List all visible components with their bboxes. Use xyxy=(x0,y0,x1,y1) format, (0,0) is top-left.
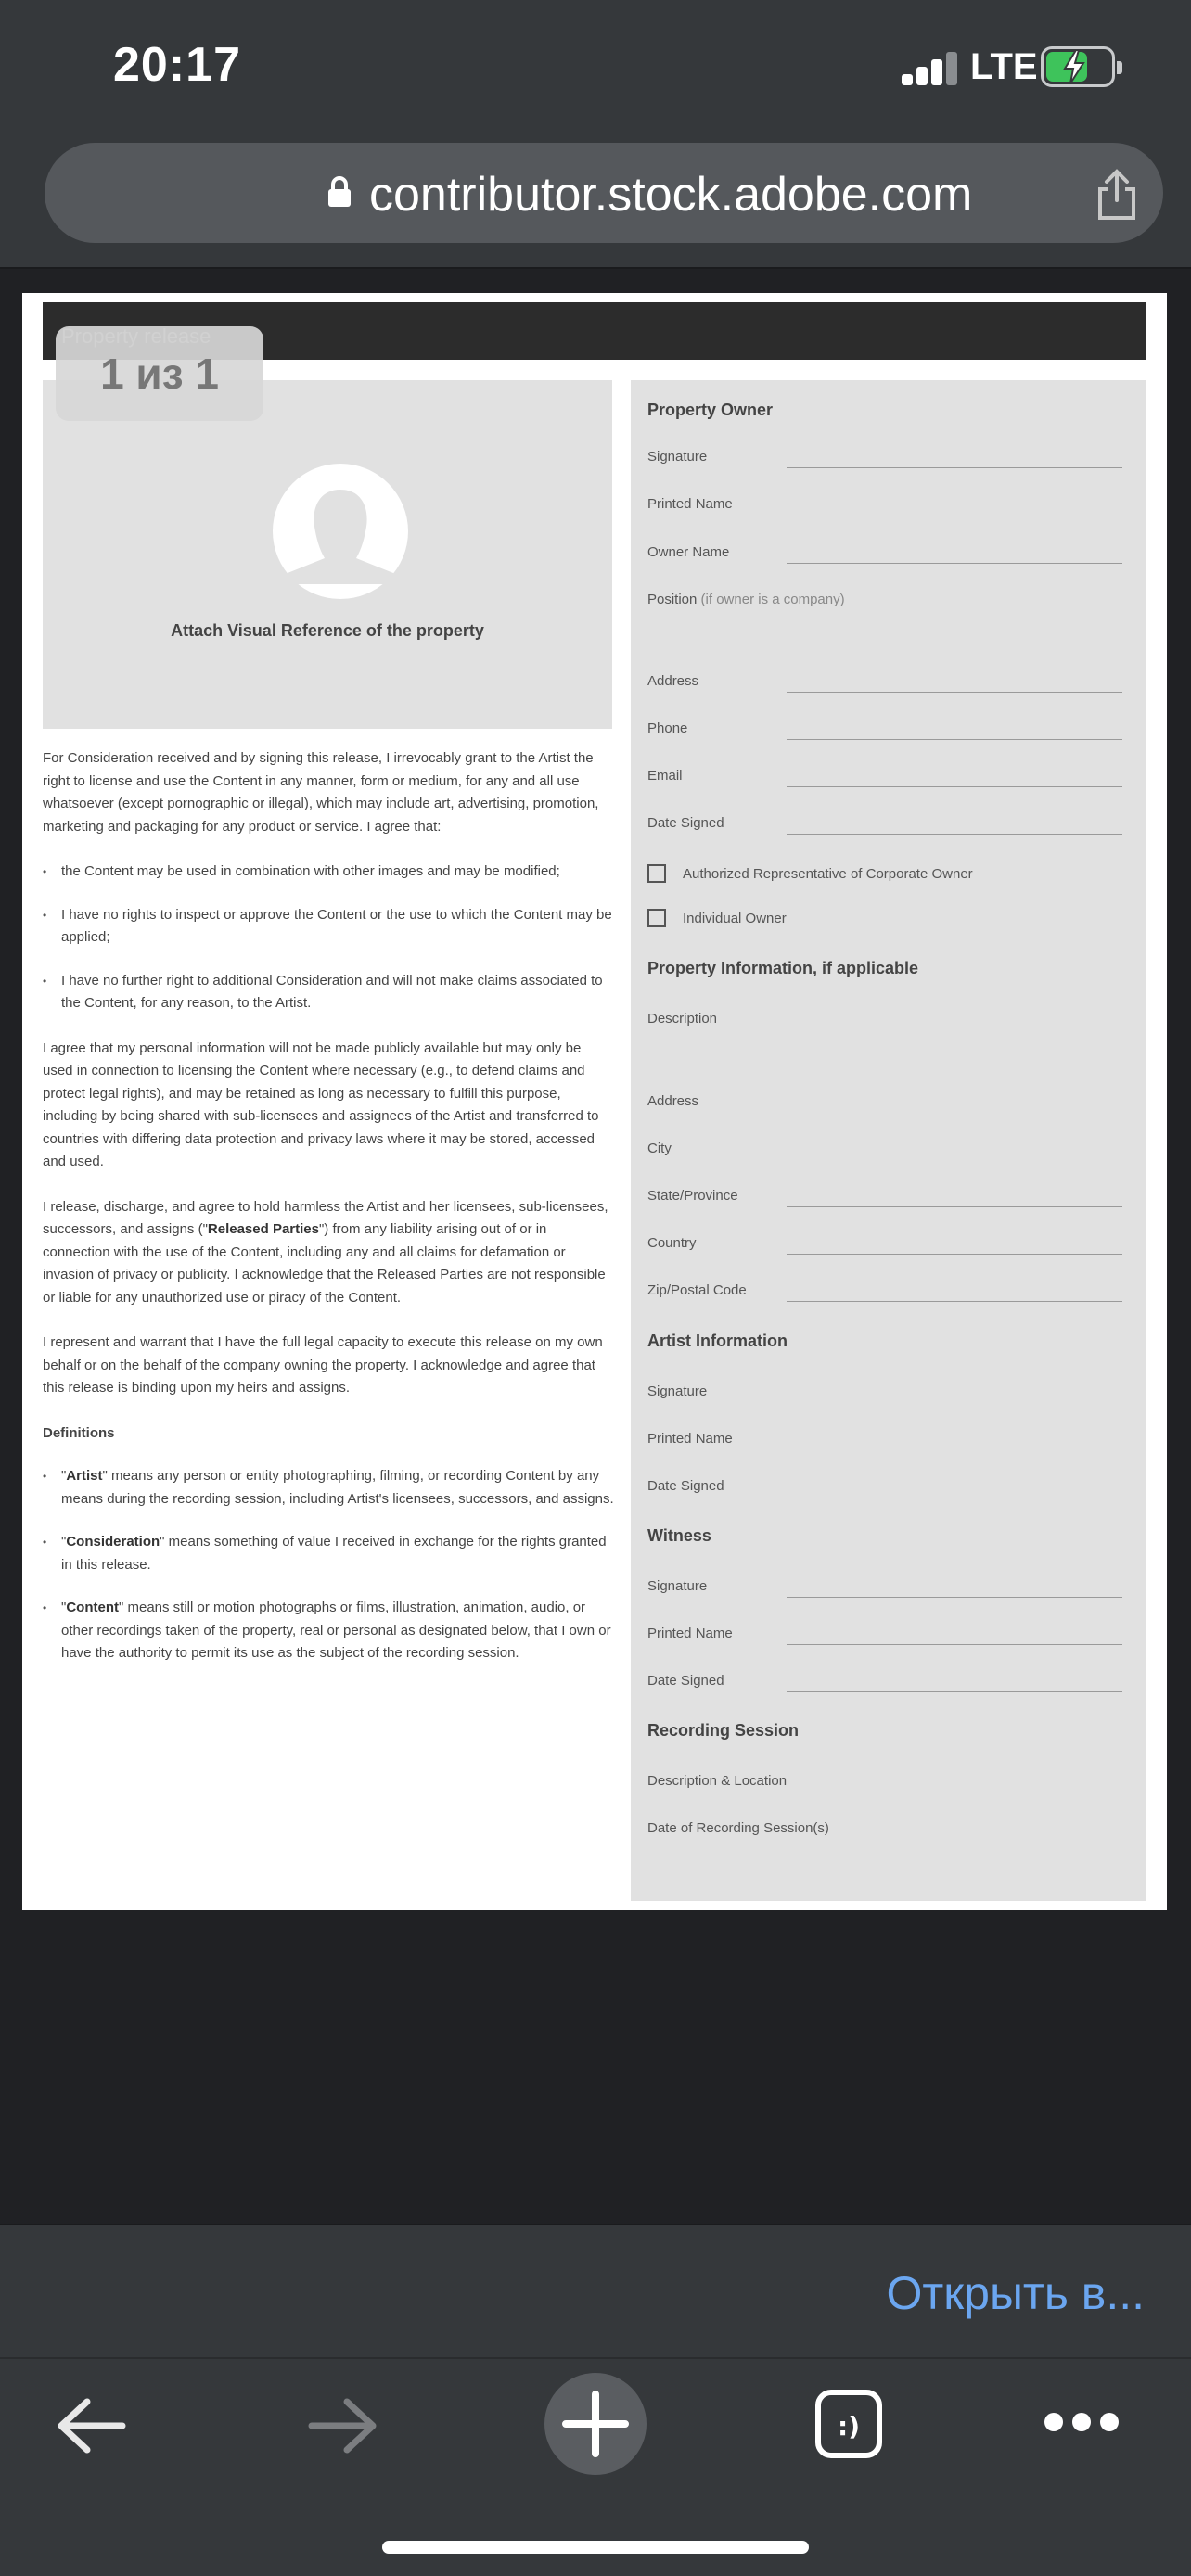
owner-date-signed-label: Date Signed xyxy=(647,815,724,831)
witness-printed-name-field[interactable] xyxy=(787,1644,1122,1645)
authorized-representative-checkbox[interactable] xyxy=(647,864,666,883)
owner-date-signed-field[interactable] xyxy=(787,834,1122,835)
owner-printed-name-label: Printed Name xyxy=(647,496,733,512)
definition-text: " means any person or entity photographing, filming, or recording Content by any means during the recording session, including Artist's licensees, successors, and assigns. xyxy=(61,1468,614,1507)
witness-heading: Witness xyxy=(647,1526,711,1545)
artist-signature-label: Signature xyxy=(647,1384,708,1399)
city-label: City xyxy=(647,1141,672,1156)
cellular-signal-icon xyxy=(902,52,961,85)
list-item: • "Content" means still or motion photographs or films, illustration, animation, audio, or other recordings taken of the property, real or personal as designated below, that I own or have the authority to permit its use as the subject of the recording session. xyxy=(43,1597,614,1665)
new-tab-plus-icon[interactable] xyxy=(544,2372,647,2476)
bold-term: Released Parties xyxy=(207,1221,319,1237)
property-information-heading: Property Information, if applicable xyxy=(647,959,919,977)
artist-printed-name-label: Printed Name xyxy=(647,1431,733,1447)
phone-label: Phone xyxy=(647,721,688,736)
visual-reference-box xyxy=(43,380,612,729)
battery-charging-icon xyxy=(1041,46,1115,87)
position-note: (if owner is a company) xyxy=(700,592,845,607)
owner-name-field[interactable] xyxy=(787,563,1122,564)
position-label-text: Position xyxy=(647,592,698,607)
list-item: • the Content may be used in combination with other images and may be modified; xyxy=(43,861,614,884)
property-owner-heading: Property Owner xyxy=(647,401,774,419)
definition-term: Artist xyxy=(66,1468,103,1484)
witness-printed-name-label: Printed Name xyxy=(647,1626,733,1641)
definition-text: " means something of value I received in exchange for the rights granted in this release. xyxy=(61,1534,607,1573)
list-item: • "Artist" means any person or entity photographing, filming, or recording Content by any means during the recording session, including Artist's licensees, successors, and assigns. xyxy=(43,1465,614,1511)
state-province-field[interactable] xyxy=(787,1206,1122,1207)
forward-arrow-icon[interactable] xyxy=(306,2392,380,2459)
agreement-bullet-list xyxy=(43,861,614,1015)
more-options-icon[interactable] xyxy=(1043,2411,1121,2433)
country-field[interactable] xyxy=(787,1254,1122,1255)
address-bar[interactable] xyxy=(45,143,1163,243)
network-type-label: LTE xyxy=(970,46,1038,87)
paragraph-text: ") from any liability arising out of or in connection with the use of the Content, including any and all claims for defamation or invasion of privacy or publicity. I acknowledge that the Released Parties are not responsible or liable for any unauthorized use or piracy of the Content. xyxy=(43,1221,606,1306)
consideration-paragraph: For Consideration received and by signing this release, I irrevocably grant to the Artist the right to license and use the Content in any manner, form or medium, for any and all use whatsoever (except pornographic or illegal), which may include art, advertising, promotion, marketing and packaging for any product or service. I agree that: xyxy=(43,750,599,835)
open-in-button[interactable]: Открыть в... xyxy=(886,2267,1145,2319)
list-item: • "Consideration" means something of value I received in exchange for the rights granted in this release. xyxy=(43,1531,614,1576)
document-page xyxy=(22,293,1167,1910)
witness-signature-label: Signature xyxy=(647,1578,708,1594)
date-of-recording-label: Date of Recording Session(s) xyxy=(647,1820,829,1836)
email-label: Email xyxy=(647,768,683,784)
description-location-label: Description & Location xyxy=(647,1773,788,1789)
witness-date-signed-field[interactable] xyxy=(787,1691,1122,1692)
artist-information-heading: Artist Information xyxy=(647,1332,788,1350)
zip-postal-code-label: Zip/Postal Code xyxy=(647,1282,747,1298)
witness-signature-field[interactable] xyxy=(787,1597,1122,1598)
release-form-panel xyxy=(631,380,1146,1901)
owner-address-field[interactable] xyxy=(787,692,1122,693)
page-indicator: 1 из 1 xyxy=(56,326,263,421)
url-text: contributor.stock.adobe.com xyxy=(369,168,973,222)
property-address-label: Address xyxy=(647,1093,699,1109)
avatar-placeholder-icon xyxy=(273,464,408,599)
definitions-heading: Definitions xyxy=(43,1424,115,1441)
property-description-label: Description xyxy=(647,1011,718,1027)
owner-signature-label: Signature xyxy=(647,449,708,465)
recording-session-heading: Recording Session xyxy=(647,1721,800,1740)
witness-date-signed-label: Date Signed xyxy=(647,1673,724,1689)
owner-signature-field[interactable] xyxy=(787,467,1122,468)
status-bar xyxy=(0,0,1191,130)
release-paragraph xyxy=(43,1196,614,1310)
svg-text::): :) xyxy=(838,2411,860,2442)
individual-owner-checkbox[interactable] xyxy=(647,909,666,927)
browser-toolbar xyxy=(0,130,1191,269)
authorized-representative-label: Authorized Representative of Corporate Owner xyxy=(683,866,973,882)
owner-name-label: Owner Name xyxy=(647,544,730,560)
clock: 20:17 xyxy=(113,38,241,92)
artist-date-signed-label: Date Signed xyxy=(647,1478,724,1494)
phone-field[interactable] xyxy=(787,739,1122,740)
home-indicator xyxy=(382,2541,809,2554)
warranty-paragraph: I represent and warrant that I have the full legal capacity to execute this release on my own behalf or on the behalf of the company owning the property. I acknowledge and agree that this release is binding upon my heirs and assigns. xyxy=(43,1334,603,1396)
email-field[interactable] xyxy=(787,786,1122,787)
country-label: Country xyxy=(647,1235,697,1251)
state-province-label: State/Province xyxy=(647,1188,738,1204)
definition-term: Consideration xyxy=(66,1534,160,1549)
list-item: • I have no further right to additional Consideration and will not make claims associated to the Content, for any reason, to the Artist. xyxy=(43,970,614,1015)
individual-owner-label: Individual Owner xyxy=(683,911,787,926)
lock-icon xyxy=(327,176,352,208)
tabs-switcher-icon[interactable] xyxy=(814,2389,883,2459)
list-item: • I have no rights to inspect or approve the Content or the use to which the Content may be applied; xyxy=(43,904,614,950)
position-label xyxy=(647,592,845,607)
document-viewer[interactable] xyxy=(0,269,1191,2224)
zip-postal-code-field[interactable] xyxy=(787,1301,1122,1302)
release-text xyxy=(43,747,614,1688)
definition-term: Content xyxy=(66,1600,119,1615)
owner-address-label: Address xyxy=(647,673,699,689)
open-in-bar xyxy=(0,2224,1191,2357)
paragraph-text: I release, discharge, and agree to hold harmless the Artist and her licensees, sub-licensees, successors, and assigns (" xyxy=(43,1198,608,1237)
share-icon[interactable] xyxy=(1093,169,1141,221)
attach-visual-reference-caption: Attach Visual Reference of the property xyxy=(171,621,484,640)
definition-text: " means still or motion photographs or films, illustration, animation, audio, or other recordings taken of the property, real or personal as designated below, that I own or have the authority to permit its use as the subject of the recording session. xyxy=(61,1600,611,1661)
back-arrow-icon[interactable] xyxy=(54,2392,128,2459)
personal-information-paragraph: I agree that my personal information will not be made publicly available but may only be used in connection to licensing the Content where necessary (e.g., to defend claims and protect legal rights), and may be retained as long as necessary to fulfill this purpose, including by being shared with sub-licensees and assignees of the Artist and transferred to countries with differing data protection and privacy laws where it may be stored, accessed and used. xyxy=(43,1039,599,1169)
definitions-list xyxy=(43,1465,614,1665)
